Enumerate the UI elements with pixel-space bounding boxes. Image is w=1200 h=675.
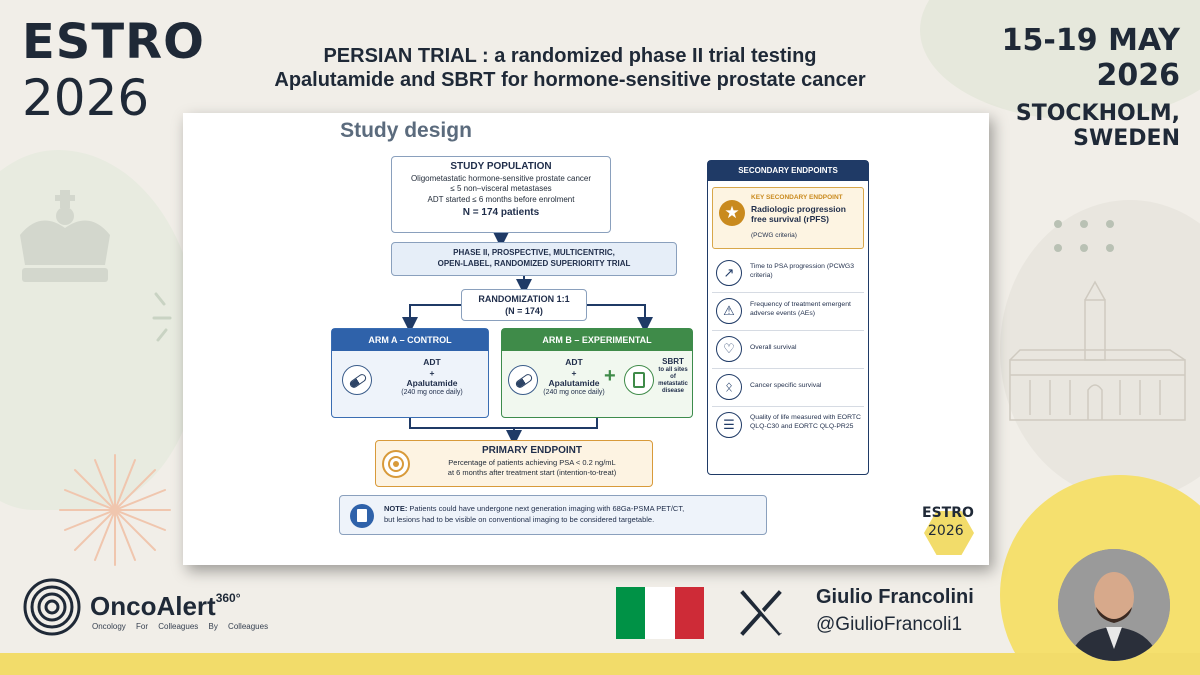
event-location: STOCKHOLM, SWEDEN — [1015, 101, 1180, 151]
sbrt-detail: of — [670, 373, 676, 380]
estro-logo-word: ESTRO — [22, 14, 205, 70]
arm-b-drug: ADT — [565, 357, 583, 367]
arm-a-box — [331, 328, 489, 418]
estro-corner-logo — [914, 497, 974, 555]
arm-b-combine-plus: + — [604, 365, 616, 387]
secondary-endpoint-item — [712, 331, 864, 369]
dots-decoration — [1050, 218, 1120, 258]
secondary-endpoint-item — [712, 407, 864, 457]
oncoalert-logo — [22, 577, 322, 637]
speaker-handle[interactable]: @GiulioFrancoli1 — [816, 614, 963, 635]
primary-endpoint-line: at 6 months after treatment start (intention-to-treat) — [447, 468, 617, 478]
study-population-n: N = 174 patients — [462, 207, 540, 219]
estro-logo — [22, 14, 205, 127]
secondary-endpoint-text: Frequency of treatment emergent adverse events (AEs) — [750, 301, 851, 318]
page-title-line: PERSIAN TRIAL : a randomized phase II trial testing — [323, 45, 817, 67]
primary-endpoint-title: PRIMARY ENDPOINT — [481, 445, 582, 456]
study-population-criterion: Oligometastatic hormone-sensitive prostate cancer — [410, 174, 592, 183]
secondary-endpoint-item — [712, 369, 864, 407]
sbrt-label: SBRT — [662, 357, 684, 366]
randomization-ratio: RANDOMIZATION 1:1 — [478, 294, 570, 304]
radiotherapy-icon — [624, 365, 654, 395]
key-secondary-endpoint — [712, 187, 864, 249]
secondary-endpoint-item — [712, 293, 864, 331]
arm-b-box — [501, 328, 693, 418]
clipboard-icon: ☰ — [716, 412, 742, 438]
arm-b-plus: + — [571, 367, 577, 378]
oncoalert-rings-icon — [22, 577, 82, 637]
secondary-endpoint-text: Quality of life measured with EORTC QLQ-C30 and EORTC QLQ-PR25 — [750, 414, 861, 431]
study-design-slide — [183, 113, 989, 565]
secondary-endpoints-header: SECONDARY ENDPOINTS — [708, 161, 868, 181]
clipboard-icon — [350, 504, 374, 528]
arm-b-treatment — [536, 357, 612, 398]
corner-logo-year: 2026 — [928, 523, 964, 539]
arm-b-drug: Apalutamide — [548, 378, 600, 389]
slide-title: Study design — [340, 119, 472, 142]
sbrt-detail: to all sites — [658, 366, 688, 373]
pill-icon — [508, 365, 538, 395]
study-population-box — [391, 156, 611, 233]
star-icon: ★ — [719, 200, 745, 226]
note-text — [384, 503, 762, 526]
trial-design-line: PHASE II, PROSPECTIVE, MULTICENTRIC, — [453, 248, 615, 257]
estro-logo-year: 2026 — [22, 69, 150, 127]
key-endpoint-criteria: (PCWG criteria) — [751, 232, 797, 239]
study-population-criterion: ≤ 5 non–visceral metastases — [450, 184, 552, 194]
footer-strip — [0, 653, 1200, 675]
heart-icon: ♡ — [716, 336, 742, 362]
page-title-line: Apalutamide and SBRT for hormone-sensitive prostate cancer — [274, 69, 866, 91]
sbrt-detail: metastatic — [658, 380, 688, 387]
corner-logo-word: ESTRO — [922, 505, 974, 521]
arm-b-header: ARM B – EXPERIMENTAL — [502, 329, 692, 351]
oncoalert-name: OncoAlert$^{360^\circ}$ — [90, 591, 241, 621]
note-line: Patients could have undergone next generation imaging with 68Ga-PSMA PET/CT, — [407, 504, 685, 513]
primary-endpoint-text — [416, 458, 648, 478]
warning-icon: ⚠ — [716, 298, 742, 324]
study-population-criterion: ADT started ≤ 6 months before enrolment — [427, 194, 575, 204]
secondary-endpoint-text: Time to PSA progression (PCWG3 criteria) — [750, 263, 855, 280]
sunburst-icon — [50, 450, 180, 570]
randomization-box — [461, 289, 587, 321]
speaker-name: Giulio Francolini — [816, 586, 974, 608]
arm-a-dose: (240 mg once daily) — [401, 388, 463, 396]
x-logo-icon[interactable] — [737, 587, 785, 639]
note-label: NOTE: — [384, 504, 408, 513]
primary-endpoint-line: Percentage of patients achieving PSA < 0.2 ng/mL — [448, 458, 616, 467]
arm-a-drug: Apalutamide — [406, 378, 458, 389]
event-dates: 15-19 MAY 2026 — [1001, 23, 1180, 93]
randomization-n: (N = 174) — [505, 306, 543, 317]
note-line: but lesions had to be visible on conventional imaging to be considered targetable. — [384, 515, 655, 525]
arm-b-sbrt — [656, 357, 690, 395]
key-endpoint-title: Radiologic progression free survival (rPFS) — [751, 204, 846, 225]
arm-a-header: ARM A – CONTROL — [332, 329, 488, 351]
sbrt-detail: disease — [661, 388, 685, 395]
pill-icon — [342, 365, 372, 395]
key-endpoint-label: KEY SECONDARY ENDPOINT — [751, 194, 843, 201]
primary-endpoint-box — [375, 440, 653, 487]
study-population-title: STUDY POPULATION — [450, 161, 552, 172]
secondary-endpoint-item — [712, 255, 864, 293]
arm-a-drug: ADT — [423, 357, 441, 367]
note-box — [339, 495, 767, 535]
page-title — [220, 44, 920, 92]
target-icon — [382, 450, 410, 478]
arm-b-dose: (240 mg once daily) — [543, 388, 605, 396]
trial-design-line: OPEN-LABEL, RANDOMIZED SUPERIORITY TRIAL — [437, 258, 631, 268]
oncoalert-tagline: Oncology For Colleagues By Colleagues — [92, 622, 269, 631]
italy-flag-icon — [616, 587, 704, 639]
chart-icon: ↗ — [716, 260, 742, 286]
secondary-endpoint-text: Cancer specific survival — [750, 382, 822, 389]
crown-icon — [10, 190, 120, 290]
city-hall-illustration — [1000, 280, 1190, 430]
avatar — [1058, 549, 1170, 661]
arm-a-treatment — [380, 357, 484, 398]
secondary-endpoint-text: Overall survival — [750, 344, 797, 351]
arm-a-plus: + — [429, 367, 435, 378]
secondary-endpoints-panel — [707, 160, 869, 475]
trial-design-box — [391, 242, 677, 276]
avatar-portrait — [1058, 549, 1170, 661]
ribbon-icon: ᛟ — [716, 374, 742, 400]
